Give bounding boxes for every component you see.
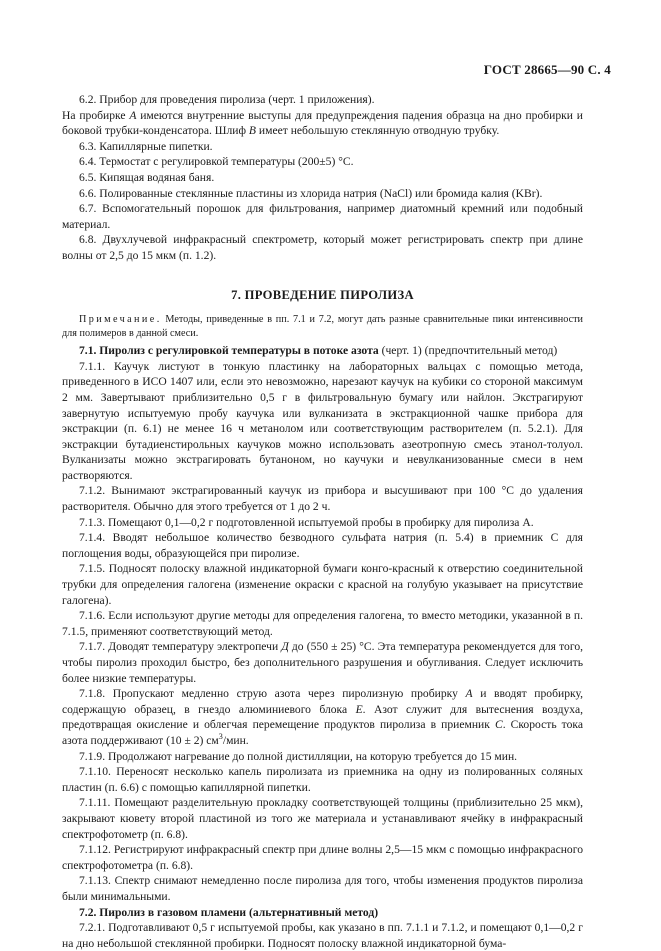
page-header: ГОСТ 28665—90 С. 4 <box>483 62 611 77</box>
paragraph-7-1-7: 7.1.7. Доводят температуру электропечи Д до (550 ± 25) °С. Эта температура рекомендуется для того, чтобы пиролиз проходил быстро, без дополнительного разрушения и обугливания. Следует исключить более низкие температуры. <box>62 640 584 685</box>
paragraph-6-2-continued: На пробирке А имеются внутренние выступы для предупреждения падения образца на дно пробирки и боковой трубки-конденсатора. Шлиф В имеет небольшую стеклянную отводную трубку. <box>62 108 583 138</box>
page-body <box>62 92 583 951</box>
paragraph-6-6: 6.6. Полированные стеклянные пластины из хлорида натрия (NaCl) или бромида калия (KBr). <box>79 186 543 200</box>
section-7-title: 7. ПРОВЕДЕНИЕ ПИРОЛИЗА <box>231 287 414 302</box>
paragraph-7-1-6: 7.1.6. Если используют другие методы для определения галогена, то вместо методики, указанной в п. 7.1.5, применяют соответствующий метод. <box>62 609 583 638</box>
paragraph-7-1-4: 7.1.4. Вводят небольшое количество безводного сульфата натрия (п. 5.4) в приемник С для поглощения воды, образующейся при пиролизе. <box>62 531 583 560</box>
paragraph-6-5: 6.5. Кипящая водяная баня. <box>79 170 215 184</box>
paragraph-7-1-13: 7.1.13. Спектр снимают немедленно после пиролиза для того, чтобы изменения продуктов пиролиза были минимальными. <box>62 874 583 903</box>
paragraph-7-1-8: 7.1.8. Пропускают медленно струю азота через пиролизную пробирку А и вводят пробирку, содержащую образец, в гнездо алюминиевого блока Е. Азот служит для вытеснения воздуха, предотвращая окисление и облегчая перемещение продуктов пиролиза в приемник С. Скорость тока азота поддерживают (10 ± 2) $см^3$/мин. <box>62 687 584 747</box>
paragraph-7-1-10: 7.1.10. Переносят несколько капель пиролизата из приемника на одну из полированных соляных пластин (п. 6.6) с помощью капиллярной пипетки. <box>62 765 583 794</box>
paragraph-6-4: 6.4. Термостат с регулировкой температуры (200±5) °С. <box>79 155 354 169</box>
paragraph-6-3: 6.3. Капиллярные пипетки. <box>79 139 213 153</box>
paragraph-7-1-1: 7.1.1. Каучук листуют в тонкую пластинку на лабораторных вальцах с помощью метода, приведенного в ИСО 1407 или, если это невозможно, нарезают каучук на кубики со стороной максимум 2 мм. Завертывают приблизительно 0,5 г в фильтровальную бумагу или найлон. Экстрагируют завернутую испытуемую пробу каучука или вулканизата в экстракционной чашке прибора для экстракции (п. 6.1) не менее 16 ч метанолом или соответствующим растворителем (п. 5.2.1). Для экстракции бутадиенстирольных каучуков можно использовать азеотропную смесь этанол-толуол. Вулканизаты можно экстрагировать бутаноном, но каучуки и невулканизованные смеси в нем растворяются. <box>62 359 583 482</box>
paragraph-7-2-1: 7.2.1. Подготавливают 0,5 г испытуемой пробы, как указано в пп. 7.1.1 и 7.1.2, и помещают 0,1—0,2 г на дно небольшой стеклянной пробирки. Подносят полоску влажной индикаторной бума- <box>62 921 583 950</box>
paragraph-7-1-3: 7.1.3. Помещают 0,1—0,2 г подготовленной испытуемой пробы в пробирку для пиролиза А. <box>79 515 534 529</box>
paragraph-7-1-5: 7.1.5. Подносят полоску влажной индикаторной бумаги конго-красный к отверстию соединительной трубки для определения галогена (изменение окраски с красной на голубую указывает на присутствие галогена). <box>62 562 583 607</box>
paragraph-6-2: 6.2. Прибор для проведения пиролиза (черт. 1 приложения). <box>79 93 375 106</box>
paragraph-7-1-2: 7.1.2. Вынимают экстрагированный каучук из прибора и высушивают при 100 °С до удаления растворителя. Обычно для этого требуется от 1 до 2 ч. <box>62 484 583 514</box>
paragraph-7-1-12: 7.1.12. Регистрируют инфракрасный спектр при длине волны 2,5—15 мкм с помощью инфракрасного спектрофотометра (п. 6.8). <box>62 843 583 872</box>
paragraph-7-1-11: 7.1.11. Помещают разделительную прокладку соответствующей толщины (приблизительно 25 мкм), закрывают кювету второй пластиной из того же материала и устанавливают ячейку в инфракрасный спектрофотометр (п. 6.8). <box>62 796 583 841</box>
subsection-7-1-heading: 7.1. Пиролиз с регулировкой температуры в потоке азота (черт. 1) (предпочтительный метод) <box>79 344 558 358</box>
paragraph-7-1-9: 7.1.9. Продолжают нагревание до полной дистилляции, на которую требуется до 15 мин. <box>79 749 518 763</box>
note: Примечание. Методы, приведенные в пп. 7.1 и 7.2, могут дать разные сравнительные пики интенсивности для полимеров в данной смеси. <box>62 314 583 340</box>
subsection-7-2-heading: 7.2. Пиролиз в газовом пламени (альтернативный метод) <box>79 905 379 919</box>
paragraph-6-8: 6.8. Двухлучевой инфракрасный спектрометр, который может регистрировать спектр при длине волны от 2,5 до 15 мкм (п. 1.2). <box>62 233 583 262</box>
paragraph-6-7: 6.7. Вспомогательный порошок для фильтрования, например диатомный кремний или подобный материал. <box>62 202 583 231</box>
